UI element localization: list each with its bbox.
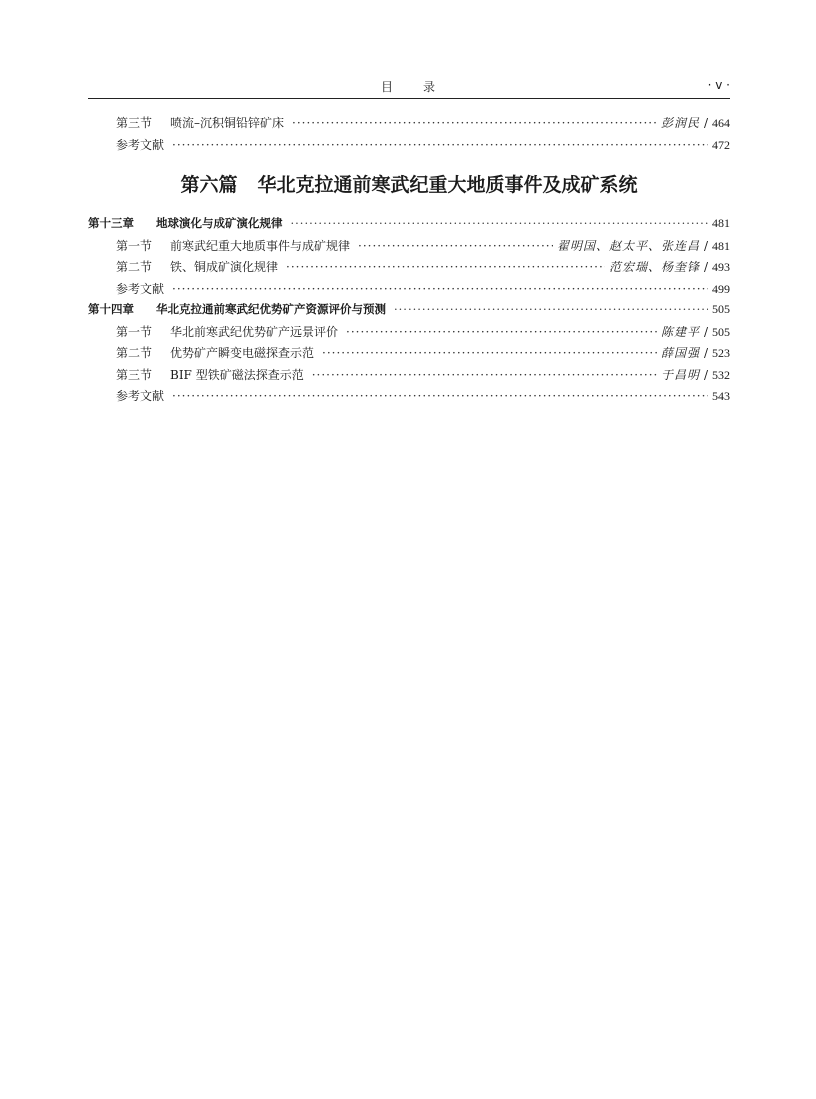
section-title: 前寒武纪重大地质事件与成矿规律 [170, 238, 351, 253]
header-title: 目 录 [380, 80, 437, 94]
part-title: 华北克拉通前寒武纪重大地质事件及成矿系统 [257, 174, 638, 196]
dot-leader [172, 389, 708, 403]
dot-leader [322, 346, 657, 360]
section-author: 陈建平 [660, 324, 700, 339]
section-title: 优势矿产瞬变电磁探查示范 [170, 346, 315, 360]
section-title: 喷流–沉积铜铅锌矿床 [170, 116, 285, 130]
section-number: 第一节 [116, 324, 153, 339]
section-title: 华北前寒武纪优势矿产远景评价 [170, 324, 339, 339]
page-number: 481 [712, 216, 730, 230]
toc-entry-references[interactable] [88, 136, 730, 158]
part-heading [88, 165, 730, 205]
toc-entry-section[interactable] [88, 323, 730, 345]
page-number: 505 [712, 302, 730, 316]
page-number: 472 [712, 137, 730, 152]
section-number: 第一节 [116, 238, 153, 253]
dot-leader [286, 260, 605, 274]
dot-leader [172, 138, 708, 152]
references-title: 参考文献 [116, 389, 165, 403]
section-author: 于昌明 [660, 367, 700, 382]
chapter-title: 地球演化与成矿演化规律 [156, 216, 283, 230]
separator: / [703, 238, 708, 253]
section-title: 铁、铜成矿演化规律 [170, 260, 279, 274]
dot-leader [292, 116, 657, 130]
section-number: 第三节 [116, 116, 153, 130]
toc-entry-section[interactable] [88, 344, 730, 366]
page-number: 493 [712, 260, 730, 274]
section-number: 第二节 [116, 346, 153, 360]
dot-leader [358, 239, 553, 253]
section-author: 彭润民 [660, 116, 700, 130]
section-title: BIF 型铁矿磁法探查示范 [170, 367, 304, 382]
dot-leader [291, 216, 709, 230]
page-number: 505 [712, 324, 730, 339]
header-page-number: · v · [707, 78, 730, 92]
toc-entry-section[interactable] [88, 258, 730, 280]
toc-entry-section[interactable] [88, 114, 730, 136]
references-title: 参考文献 [116, 281, 165, 296]
separator: / [703, 260, 708, 274]
section-author: 薛国强 [660, 346, 700, 360]
dot-leader [172, 282, 708, 296]
references-title: 参考文献 [116, 137, 165, 152]
section-number: 第三节 [116, 367, 153, 382]
toc-entry-section[interactable] [88, 237, 730, 259]
page-number: 499 [712, 281, 730, 296]
page-number: 481 [712, 238, 730, 253]
section-number: 第二节 [116, 260, 153, 274]
section-author: 范宏瑞、杨奎锋 [608, 260, 700, 274]
toc-entry-references[interactable] [88, 387, 730, 409]
page-number: 464 [712, 116, 730, 130]
dot-leader [312, 368, 657, 382]
dot-leader [394, 302, 708, 316]
page-number: 532 [712, 367, 730, 382]
running-header [88, 74, 730, 99]
dot-leader [346, 325, 657, 339]
separator: / [703, 367, 708, 382]
page-number: 523 [712, 346, 730, 360]
section-author: 翟明国、赵太平、张连昌 [556, 238, 700, 253]
separator: / [703, 324, 708, 339]
separator: / [703, 346, 708, 360]
chapter-number: 第十三章 [88, 216, 134, 230]
chapter-title: 华北克拉通前寒武纪优势矿产资源评价与预测 [156, 302, 386, 316]
toc-entry-references[interactable] [88, 280, 730, 302]
toc-entry-chapter[interactable] [88, 301, 730, 323]
toc-entry-section[interactable] [88, 366, 730, 388]
table-of-contents [88, 114, 730, 409]
separator: / [703, 116, 708, 130]
toc-entry-chapter[interactable] [88, 215, 730, 237]
page-number: 543 [712, 389, 730, 403]
chapter-number: 第十四章 [88, 302, 134, 316]
part-number: 第六篇 [180, 174, 238, 196]
